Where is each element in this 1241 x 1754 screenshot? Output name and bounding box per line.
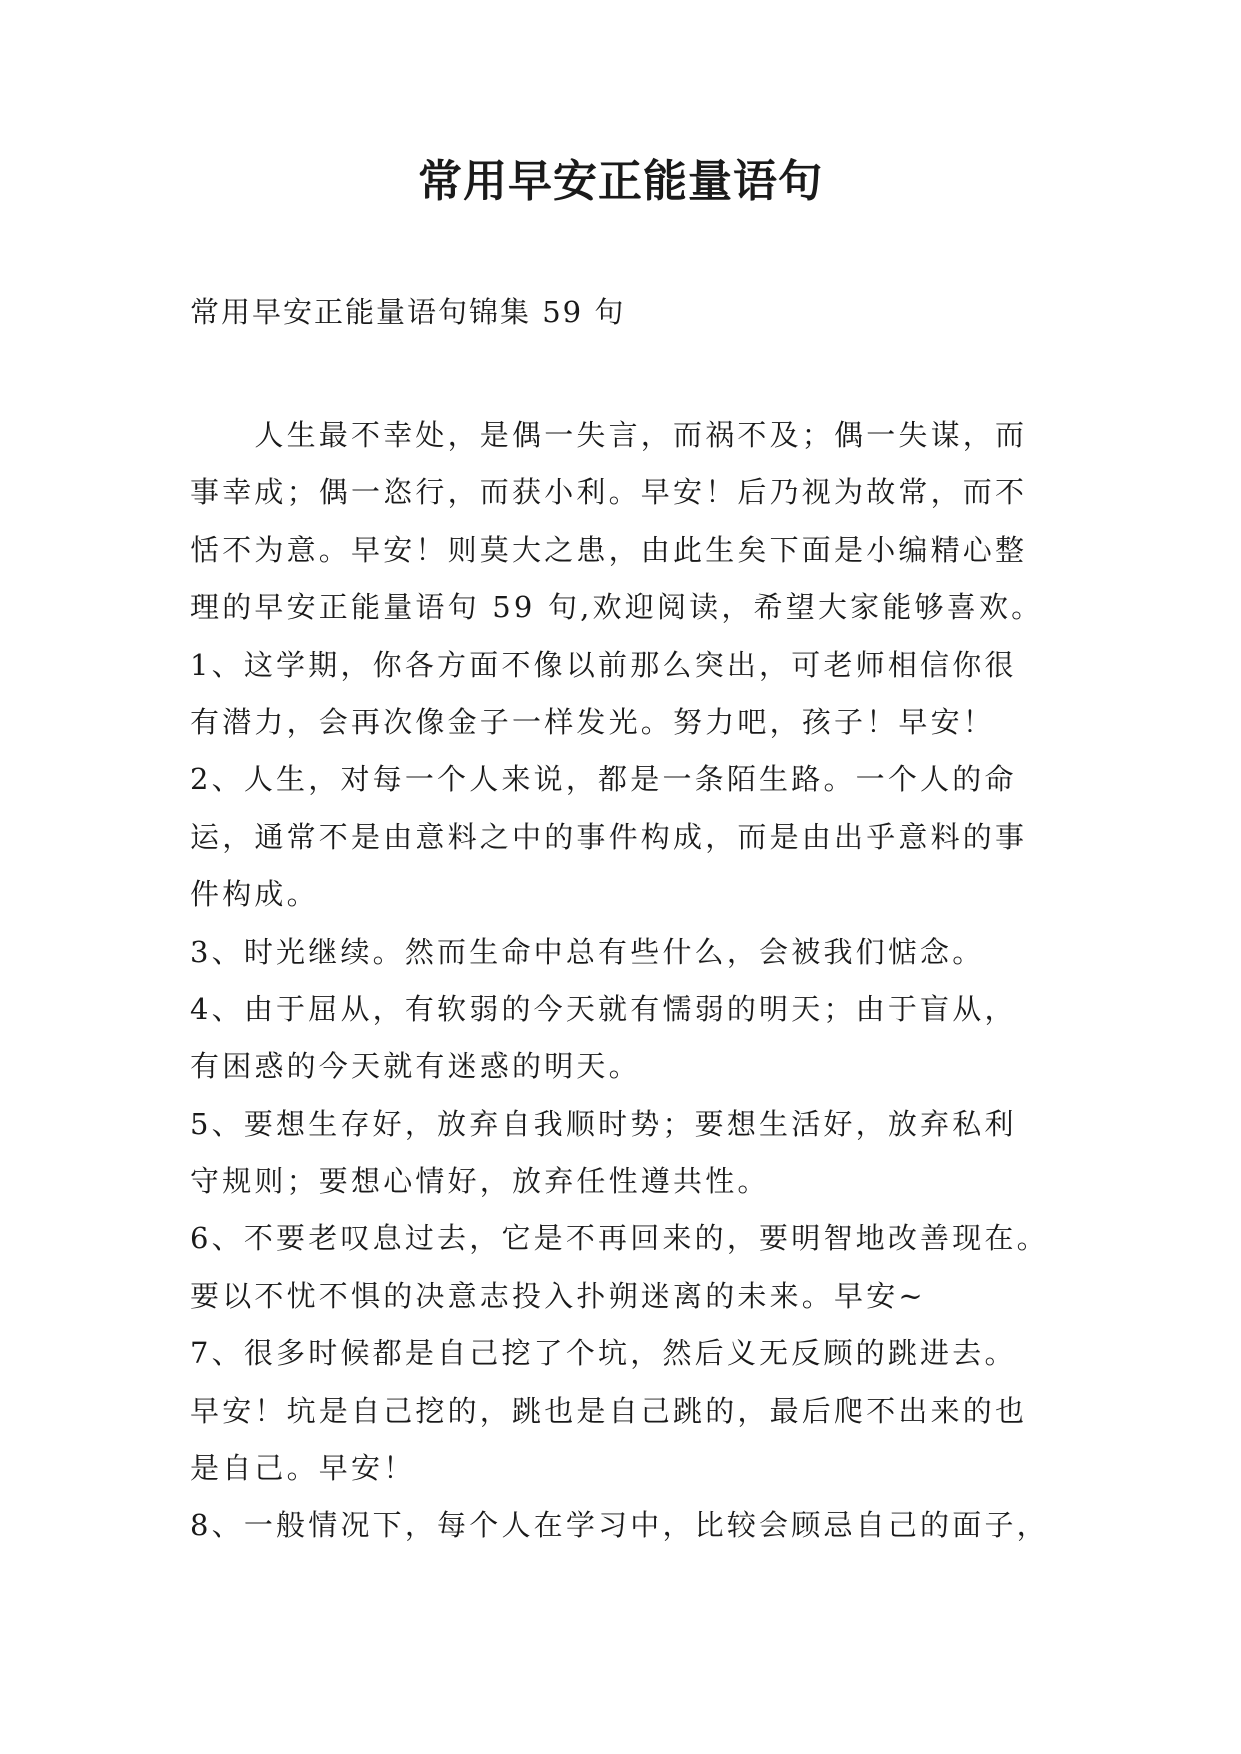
document-body (190, 407, 1070, 1555)
body-line: 事幸成；偶一恣行，而获小利。早安！后乃视为故常，而不 (190, 475, 1028, 510)
body-line: 件构成。 (190, 877, 319, 912)
body-line: 5、要想生存好，放弃自我顺时势；要想生活好，放弃私利 (190, 1106, 1017, 1141)
body-line: 3、时光继续。然而生命中总有些什么，会被我们惦念。 (190, 934, 985, 969)
body-line: 6、不要老叹息过去，它是不再回来的，要明智地改善现在。 (190, 1221, 1049, 1256)
body-line: 有潜力，会再次像金子一样发光。努力吧，孩子！早安！ (190, 704, 996, 739)
body-line: 人生最不幸处，是偶一失言，而祸不及；偶一失谋，而 (190, 418, 1028, 452)
body-line: 要以不忧不惧的决意志投入扑朔迷离的未来。早安~ (190, 1278, 926, 1313)
body-line: 1、这学期，你各方面不像以前那么突出，可老师相信你很 (190, 647, 1017, 682)
body-line: 运，通常不是由意料之中的事件构成，而是由出乎意料的事 (190, 819, 1028, 854)
body-line: 早安！坑是自己挖的，跳也是自己跳的，最后爬不出来的也 (190, 1393, 1028, 1428)
body-line: 守规则；要想心情好，放弃任性遵共性。 (190, 1164, 770, 1199)
body-line: 4、由于屈从，有软弱的今天就有懦弱的明天；由于盲从， (190, 991, 1017, 1026)
body-line: 8、一般情况下，每个人在学习中，比较会顾忌自己的面子， (190, 1508, 1049, 1543)
body-line: 2、人生，对每一个人来说，都是一条陌生路。一个人的命 (190, 762, 1017, 797)
body-line: 恬不为意。早安！则莫大之患，由此生矣下面是小编精心整 (190, 532, 1028, 567)
body-line: 7、很多时候都是自己挖了个坑，然后义无反顾的跳进去。 (190, 1336, 1017, 1371)
document-subtitle: 常用早安正能量语句锦集 59 句 (190, 295, 626, 329)
body-line: 是自己。早安！ (190, 1451, 416, 1486)
body-line: 理的早安正能量语句 59 句,欢迎阅读，希望大家能够喜欢。 (190, 590, 1044, 625)
document-title: 常用早安正能量语句 (418, 156, 823, 207)
body-line: 有困惑的今天就有迷惑的明天。 (190, 1049, 641, 1084)
